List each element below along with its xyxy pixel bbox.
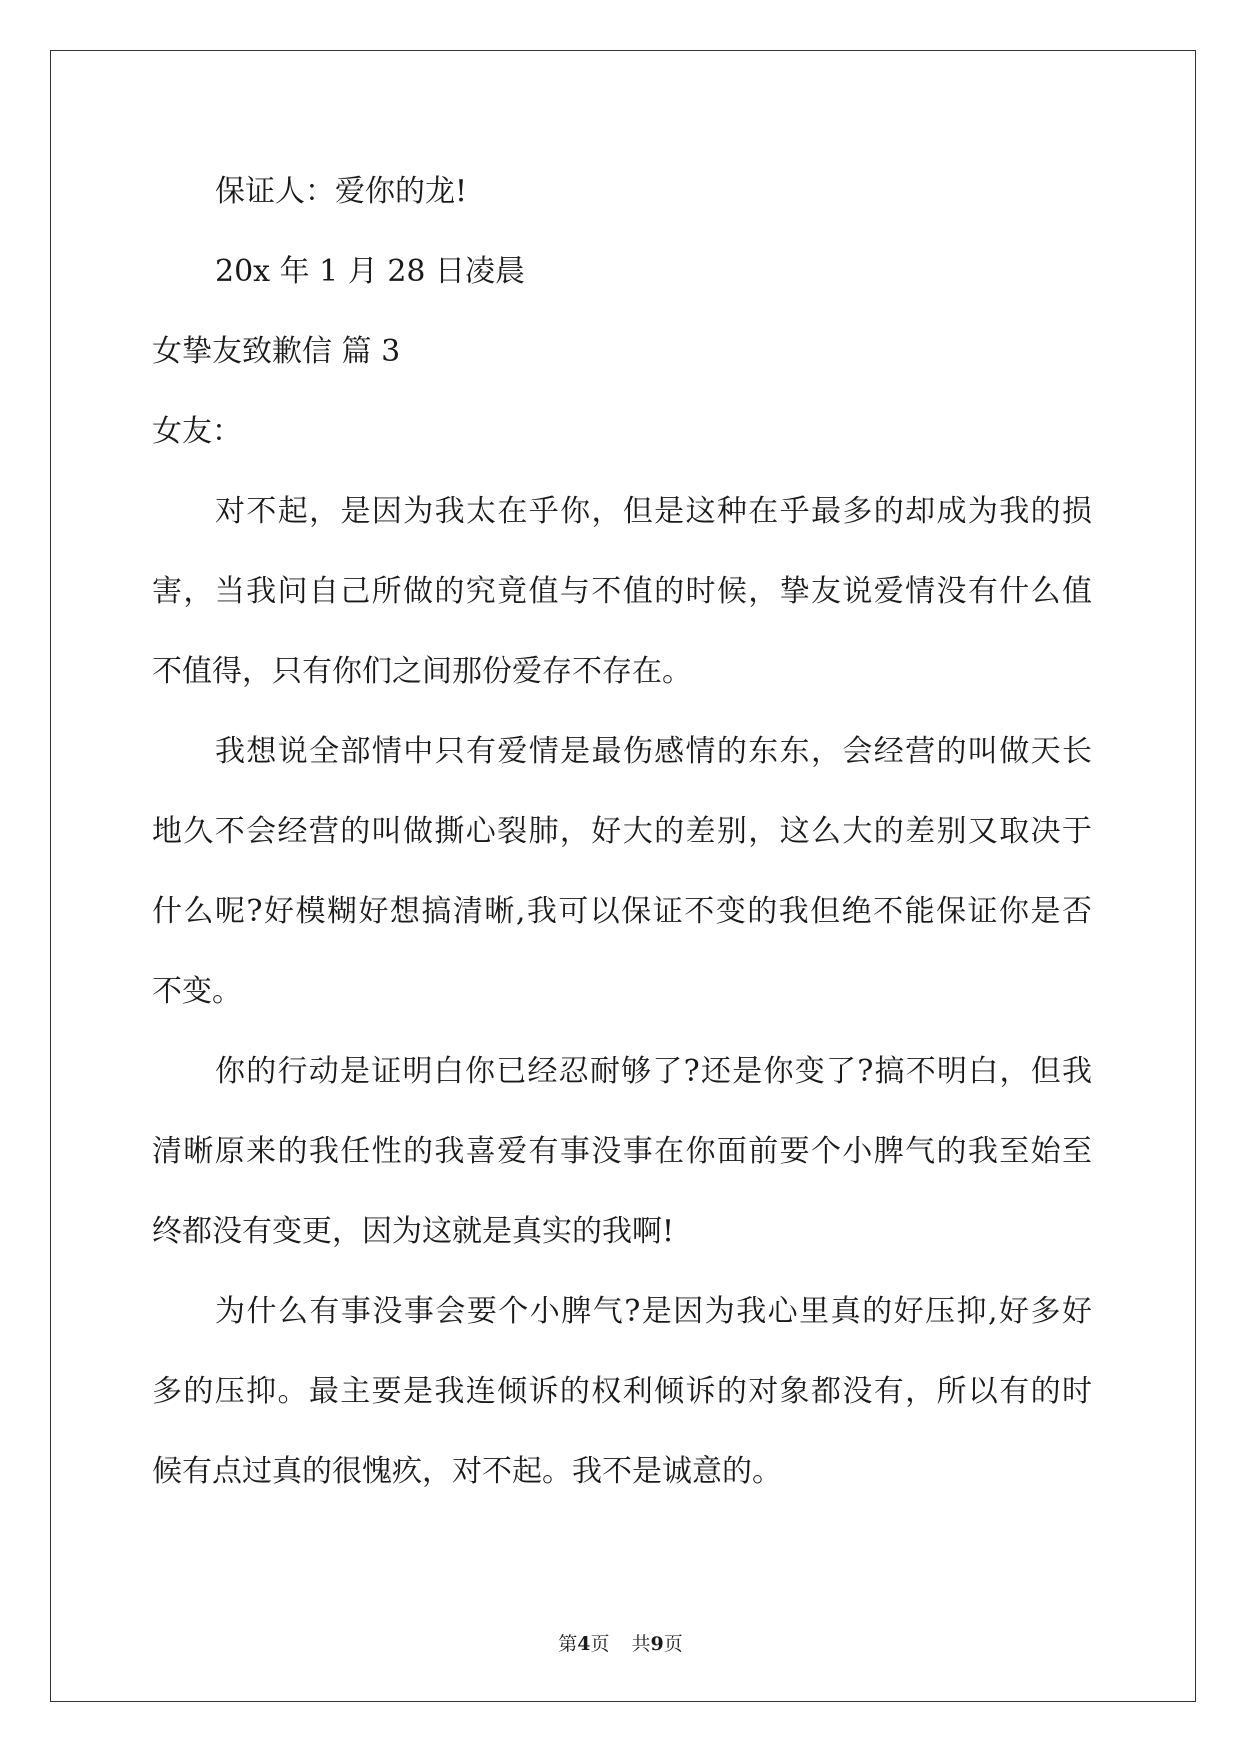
paragraph-2-line-2: 地久不会经营的叫做撕心裂肺，好大的差别，这么大的差别又取决于 [152,814,1092,849]
salutation: 女友： [152,414,242,449]
paragraph-3-line-2: 清晰原来的我任性的我喜爱有事没事在你面前要个小脾气的我至始至 [152,1134,1092,1169]
date-line: 20x 年 1 月 28 日凌晨 [215,254,526,289]
paragraph-2-line-4: 不变。 [152,974,242,1009]
section-heading: 女挚友致歉信 篇 3 [152,334,401,369]
signature-line: 保证人：爱你的龙! [215,174,468,209]
paragraph-4-line-1: 为什么有事没事会要个小脾气?是因为我心里真的好压抑,好多好 [215,1294,1092,1329]
paragraph-1-line-3: 不值得，只有你们之间那份爱存不存在。 [152,654,692,689]
paragraph-3-line-3: 终都没有变更，因为这就是真实的我啊! [152,1214,675,1249]
paragraph-2-line-1: 我想说全部情中只有爱情是最伤感情的东东，会经营的叫做天长 [215,734,1092,769]
paragraph-3-line-1: 你的行动是证明白你已经忍耐够了?还是你变了?搞不明白，但我 [215,1054,1092,1089]
page-footer [0,1632,1241,1656]
footer-page-unit: 页 [590,1633,610,1655]
footer-prefix: 第 [558,1633,578,1655]
paragraph-4-line-3: 候有点过真的很愧疚，对不起。我不是诚意的。 [152,1454,782,1489]
paragraph-1-line-1: 对不起，是因为我太在乎你，但是这种在乎最多的却成为我的损 [215,494,1092,529]
current-page-number: 4 [577,1633,591,1655]
footer-total-prefix: 共 [631,1633,651,1655]
total-pages-number: 9 [650,1633,664,1655]
paragraph-2-line-3: 什么呢?好模糊好想搞清晰,我可以保证不变的我但绝不能保证你是否 [152,894,1092,929]
paragraph-1-line-2: 害，当我问自己所做的究竟值与不值的时候，挚友说爱情没有什么值 [152,574,1092,609]
footer-total-unit: 页 [663,1633,683,1655]
paragraph-4-line-2: 多的压抑。最主要是我连倾诉的权利倾诉的对象都没有，所以有的时 [152,1374,1092,1409]
